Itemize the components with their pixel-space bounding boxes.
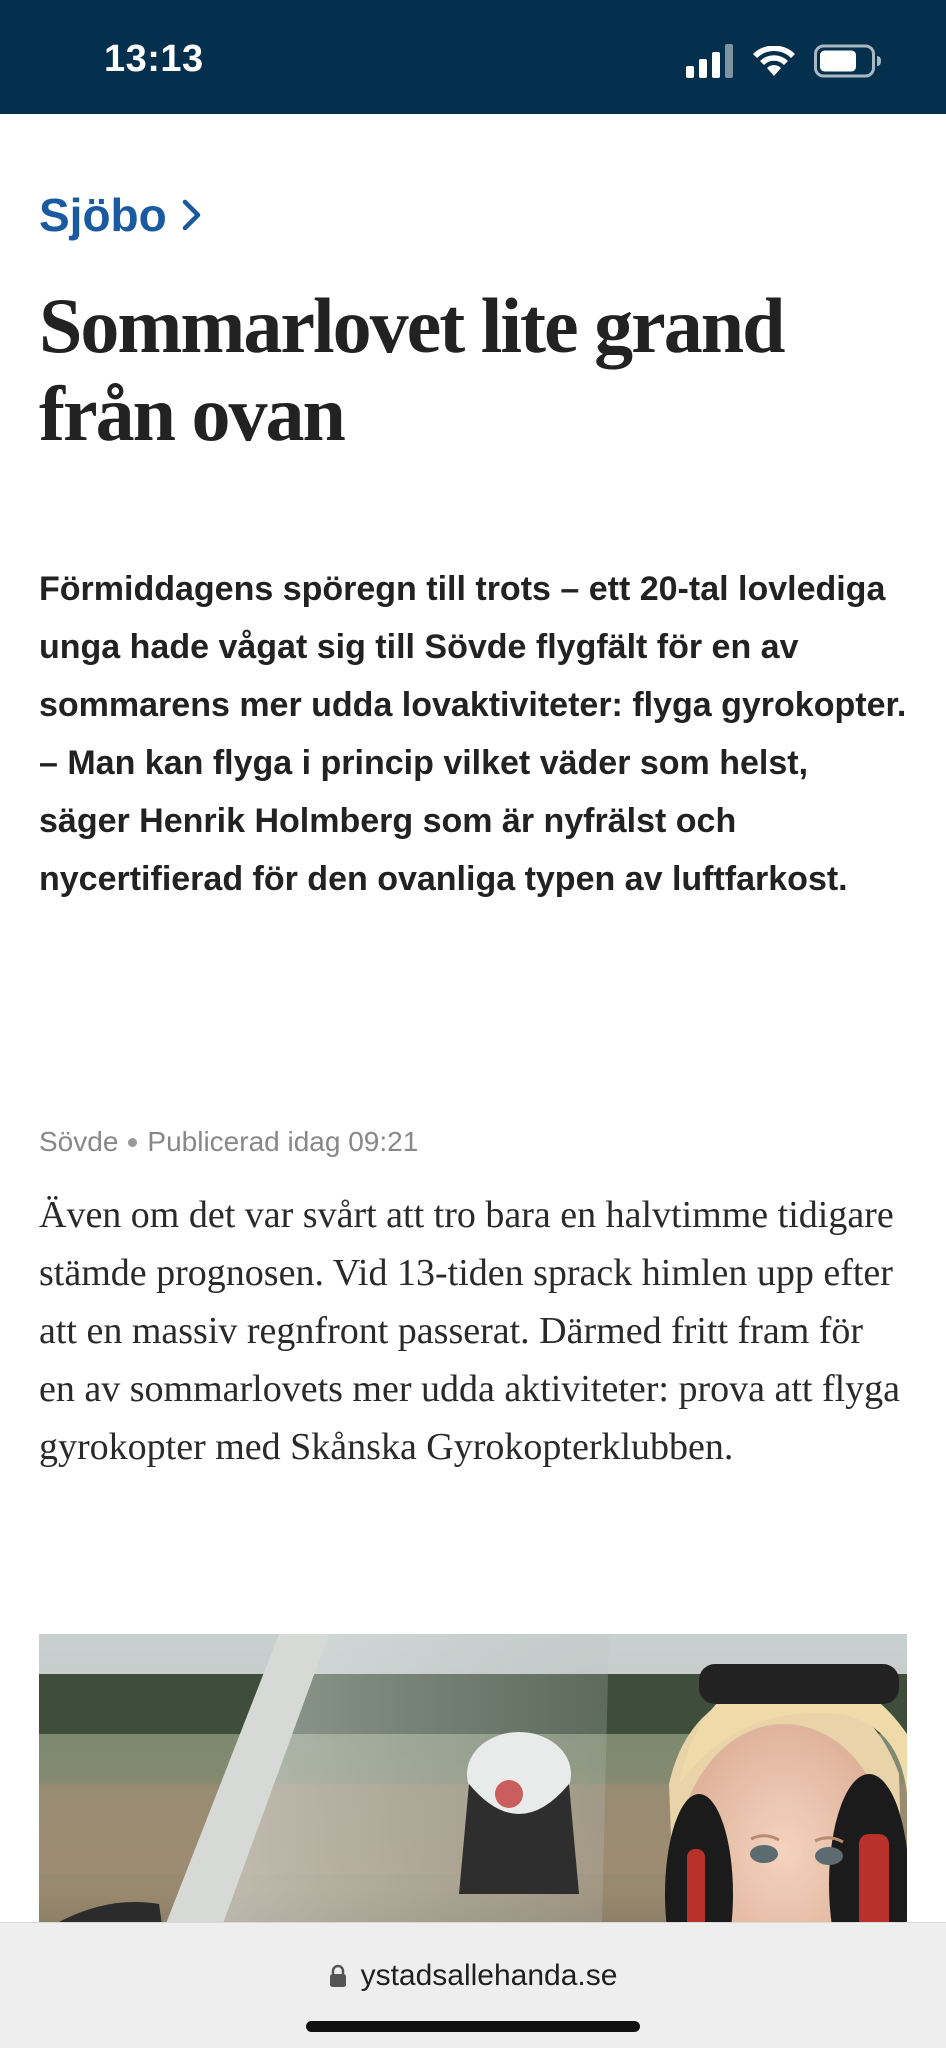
status-bar <box>0 0 946 114</box>
browser-bottom-bar <box>0 1922 946 2048</box>
status-icons <box>686 44 882 78</box>
meta-separator-dot <box>128 1138 137 1147</box>
chevron-right-icon <box>181 198 203 232</box>
article-meta <box>39 1126 418 1158</box>
battery-icon <box>814 44 882 78</box>
lead-quote: – Man kan flyga i princip vilket väder som helst, säger Henrik Holmberg som är nyfrälst och nycertifierad för den ovanliga typen av luftfarkost. <box>39 744 848 898</box>
article-location: Sövde <box>39 1126 119 1157</box>
article-body: Även om det var svårt att tro bara en halvtimme tidigare stämde prognosen. Vid 13-tiden sprack himlen upp efter att en massiv regnfront passerat. Därmed fritt fram för en av sommarlovets mer udda aktiviteter: prova att flyga gyrokopter med Skånska Gyrokopterklubben. <box>39 1194 901 1468</box>
lead-paragraph: Förmiddagens spöregn till trots – ett 20-tal lovlediga unga hade vågat sig till Sövde flygfält för en av sommarens mer udda lovaktiviteter: flyga gyrokopter. <box>39 570 907 724</box>
lock-icon <box>329 1964 347 1988</box>
signal-icon <box>686 44 734 78</box>
article-headline: Sommarlovet lite grand från ovan <box>39 282 784 457</box>
address-bar[interactable] <box>0 1959 946 1993</box>
section-label: Sjöbo <box>39 189 167 241</box>
section-link-sjobo[interactable] <box>39 188 203 242</box>
status-time: 13:13 <box>104 38 204 80</box>
publish-time: Publicerad idag 09:21 <box>147 1126 419 1157</box>
wifi-icon <box>752 46 796 78</box>
home-indicator[interactable] <box>306 2021 640 2032</box>
url-text: ystadsallehanda.se <box>360 1959 618 1992</box>
article-lead <box>39 560 907 908</box>
